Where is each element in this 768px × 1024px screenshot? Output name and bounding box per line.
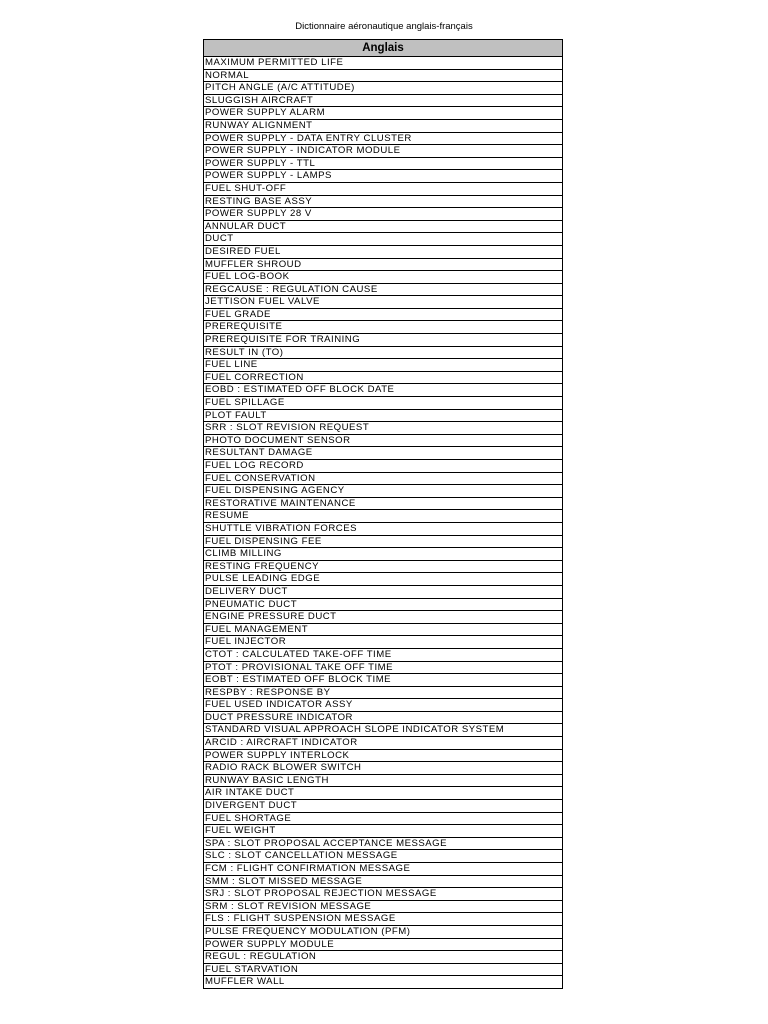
table-row: RUNWAY ALIGNMENT [204, 120, 562, 133]
table-row: PLOT FAULT [204, 410, 562, 423]
table-row: FUEL LINE [204, 359, 562, 372]
table-row: FUEL SHUT-OFF [204, 183, 562, 196]
table-row: FUEL SHORTAGE [204, 813, 562, 826]
table-row: PNEUMATIC DUCT [204, 599, 562, 612]
table-row: FLS : FLIGHT SUSPENSION MESSAGE [204, 913, 562, 926]
table-row: RESTING FREQUENCY [204, 561, 562, 574]
table-row: REGCAUSE : REGULATION CAUSE [204, 284, 562, 297]
table-row: SRM : SLOT REVISION MESSAGE [204, 901, 562, 914]
table-row: MAXIMUM PERMITTED LIFE [204, 57, 562, 70]
table-row: JETTISON FUEL VALVE [204, 296, 562, 309]
table-row: DESIRED FUEL [204, 246, 562, 259]
table-row: CLIMB MILLING [204, 548, 562, 561]
table-row: STANDARD VISUAL APPROACH SLOPE INDICATOR SYSTEM [204, 724, 562, 737]
table-row: POWER SUPPLY ALARM [204, 107, 562, 120]
table-row: POWER SUPPLY - TTL [204, 158, 562, 171]
table-row: AIR INTAKE DUCT [204, 787, 562, 800]
table-row: POWER SUPPLY MODULE [204, 939, 562, 952]
table-row: ANNULAR DUCT [204, 221, 562, 234]
table-row: DUCT [204, 233, 562, 246]
table-row: PREREQUISITE FOR TRAINING [204, 334, 562, 347]
table-row: SRJ : SLOT PROPOSAL REJECTION MESSAGE [204, 888, 562, 901]
table-row: FUEL STARVATION [204, 964, 562, 977]
table-row: DUCT PRESSURE INDICATOR [204, 712, 562, 725]
table-row: MUFFLER WALL [204, 976, 562, 989]
table-row: POWER SUPPLY - LAMPS [204, 170, 562, 183]
table-row: SRR : SLOT REVISION REQUEST [204, 422, 562, 435]
table-row: EOBD : ESTIMATED OFF BLOCK DATE [204, 384, 562, 397]
table-row: RESTING BASE ASSY [204, 196, 562, 209]
column-header-anglais: Anglais [204, 39, 562, 57]
table-row: FUEL DISPENSING AGENCY [204, 485, 562, 498]
table-row: FUEL DISPENSING FEE [204, 536, 562, 549]
table-row: RESPBY : RESPONSE BY [204, 687, 562, 700]
table-row: EOBT : ESTIMATED OFF BLOCK TIME [204, 674, 562, 687]
table-row: CTOT : CALCULATED TAKE-OFF TIME [204, 649, 562, 662]
table-row: RUNWAY BASIC LENGTH [204, 775, 562, 788]
table-row: REGUL : REGULATION [204, 951, 562, 964]
table-row: FUEL CORRECTION [204, 372, 562, 385]
table-row: FUEL LOG-BOOK [204, 271, 562, 284]
table-row: RADIO RACK BLOWER SWITCH [204, 762, 562, 775]
table-row: RESUME [204, 510, 562, 523]
table-row: PREREQUISITE [204, 321, 562, 334]
table-row: DIVERGENT DUCT [204, 800, 562, 813]
table-row: FUEL WEIGHT [204, 825, 562, 838]
table-row: POWER SUPPLY - DATA ENTRY CLUSTER [204, 133, 562, 146]
table-row: PULSE FREQUENCY MODULATION (PFM) [204, 926, 562, 939]
document-title: Dictionnaire aéronautique anglais-français [295, 21, 473, 32]
table-body [204, 57, 562, 989]
table-row: SHUTTLE VIBRATION FORCES [204, 523, 562, 536]
table-row: FUEL INJECTOR [204, 636, 562, 649]
table-row: SMM : SLOT MISSED MESSAGE [204, 876, 562, 889]
table-row: ENGINE PRESSURE DUCT [204, 611, 562, 624]
table-row: PULSE LEADING EDGE [204, 573, 562, 586]
table-row: SPA : SLOT PROPOSAL ACCEPTANCE MESSAGE [204, 838, 562, 851]
table-row: SLC : SLOT CANCELLATION MESSAGE [204, 850, 562, 863]
table-row: SLUGGISH AIRCRAFT [204, 95, 562, 108]
table-row: RESTORATIVE MAINTENANCE [204, 498, 562, 511]
table-row: POWER SUPPLY - INDICATOR MODULE [204, 145, 562, 158]
table-row: FUEL USED INDICATOR ASSY [204, 699, 562, 712]
table-row: FUEL GRADE [204, 309, 562, 322]
table-row: PTOT : PROVISIONAL TAKE OFF TIME [204, 662, 562, 675]
table-row: FUEL LOG RECORD [204, 460, 562, 473]
table-row: FUEL SPILLAGE [204, 397, 562, 410]
table-row: DELIVERY DUCT [204, 586, 562, 599]
table-row: FUEL MANAGEMENT [204, 624, 562, 637]
table-row: PHOTO DOCUMENT SENSOR [204, 435, 562, 448]
table-row: RESULTANT DAMAGE [204, 447, 562, 460]
table-row: ARCID : AIRCRAFT INDICATOR [204, 737, 562, 750]
glossary-table [203, 39, 563, 989]
table-row: POWER SUPPLY INTERLOCK [204, 750, 562, 763]
table-row: RESULT IN (TO) [204, 347, 562, 360]
table-row: POWER SUPPLY 28 V [204, 208, 562, 221]
table-row: MUFFLER SHROUD [204, 259, 562, 272]
table-row: NORMAL [204, 70, 562, 83]
table-row: PITCH ANGLE (A/C ATTITUDE) [204, 82, 562, 95]
table-row: FCM : FLIGHT CONFIRMATION MESSAGE [204, 863, 562, 876]
table-row: FUEL CONSERVATION [204, 473, 562, 486]
